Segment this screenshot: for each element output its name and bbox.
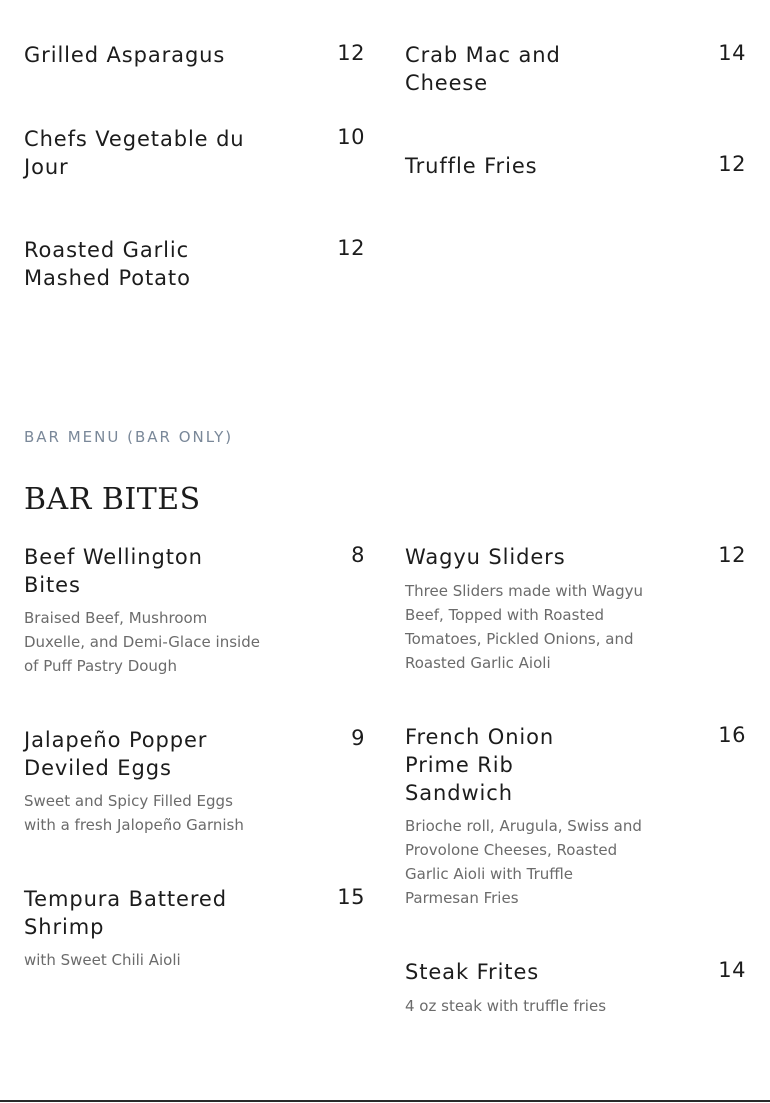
item-price: 10 (337, 125, 365, 149)
item-price: 12 (337, 41, 365, 65)
section-heading: BAR BITES (24, 482, 201, 517)
item-description: Braised Beef, Mushroom Duxelle, and Demi-Glace inside of Puff Pastry Dough (24, 609, 260, 675)
section-eyebrow: BAR MENU (BAR ONLY) (24, 428, 234, 446)
item-name: French Onion Prime Rib Sandwich (405, 725, 555, 805)
item-price: 8 (351, 543, 365, 567)
item-description: 4 oz steak with truffle fries (405, 997, 607, 1015)
item-name: Steak Frites (405, 960, 540, 984)
item-description: Three Sliders made with Wagyu Beef, Topped with Roasted Tomatoes, Pickled Onions, and Roasted Garlic Aioli (405, 582, 643, 672)
item-name: Roasted Garlic Mashed Potato (24, 238, 191, 290)
item-price: 14 (718, 41, 746, 65)
item-price: 15 (337, 885, 365, 909)
bottom-divider (0, 1100, 770, 1102)
item-name: Chefs Vegetable du Jour (24, 127, 245, 179)
item-description: Sweet and Spicy Filled Eggs with a fresh Jalopeño Garnish (24, 792, 244, 834)
item-price: 14 (718, 958, 746, 982)
item-price: 12 (718, 152, 746, 176)
item-price: 16 (718, 723, 746, 747)
item-name: Beef Wellington Bites (24, 545, 203, 597)
item-name: Wagyu Sliders (405, 545, 566, 569)
item-price: 9 (351, 726, 365, 750)
item-name: Truffle Fries (405, 154, 538, 178)
item-name: Tempura Battered Shrimp (24, 887, 227, 939)
item-name: Crab Mac and Cheese (405, 43, 561, 95)
item-name: Jalapeño Popper Deviled Eggs (24, 728, 208, 780)
item-description: Brioche roll, Arugula, Swiss and Provolone Cheeses, Roasted Garlic Aioli with Truffle Parmesan Fries (405, 817, 642, 907)
item-description: with Sweet Chili Aioli (24, 951, 181, 969)
item-price: 12 (718, 543, 746, 567)
item-name: Grilled Asparagus (24, 43, 226, 67)
item-price: 12 (337, 236, 365, 260)
